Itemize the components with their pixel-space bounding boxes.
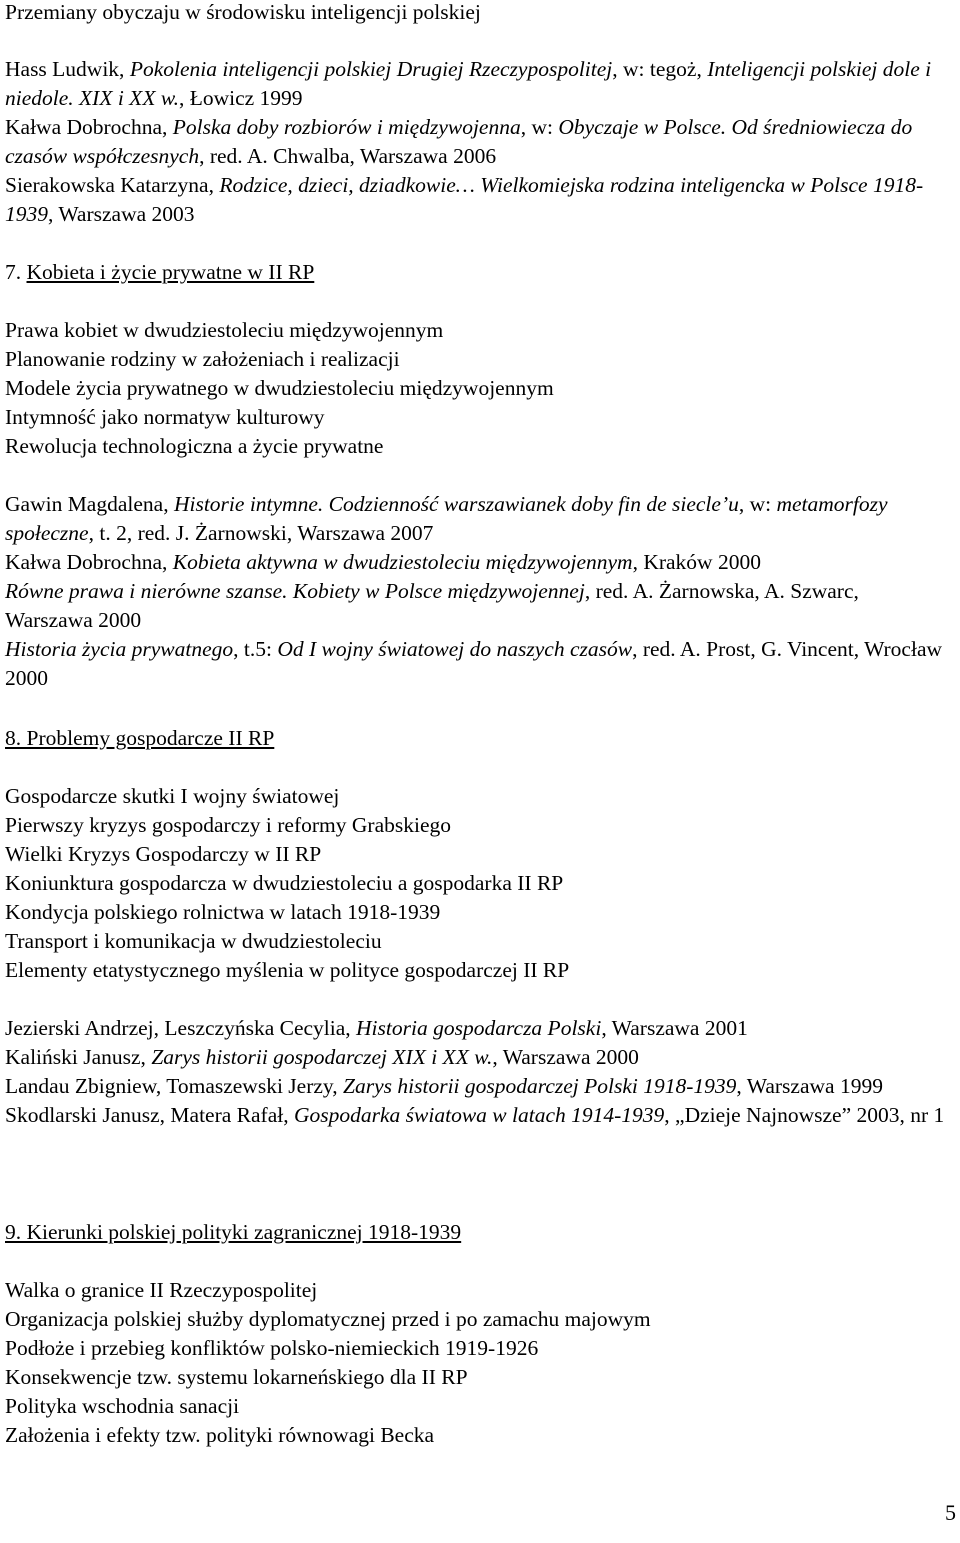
- topic-item: Intymność jako normatyw kulturowy: [5, 405, 325, 429]
- topic-item: Pierwszy kryzys gospodarczy i reformy Grabskiego: [5, 813, 451, 837]
- bibliography-title: Polska doby rozbiorów i międzywojenna: [172, 115, 521, 139]
- topic-item: Gospodarcze skutki I wojny światowej: [5, 784, 340, 808]
- bibliography-entry: [5, 1043, 950, 1072]
- bibliography-title: Od I wojny światowej do naszych czasów: [277, 637, 633, 661]
- bibliography-entry: [5, 1101, 950, 1130]
- section-title: Kobieta i życie prywatne w II RP: [26, 260, 315, 284]
- bibliography-title: Gospodarka światowa w latach 1914-1939: [293, 1103, 665, 1127]
- bibliography-detail: , „Dzieje Najnowsze” 2003, nr 1: [664, 1103, 945, 1127]
- bibliography-author: Kaliński Janusz,: [5, 1045, 152, 1069]
- bibliography-detail: , Warszawa 1999: [736, 1074, 883, 1098]
- topic-item: Kondycja polskiego rolnictwa w latach 1918-1939: [5, 900, 441, 924]
- topic-list: [5, 0, 950, 27]
- topic-item: Przemiany obyczaju w środowisku inteligencji polskiej: [5, 0, 481, 24]
- topic-item: Planowanie rodziny w założeniach i realizacji: [5, 347, 400, 371]
- bibliography-title: Równe prawa i nierówne szanse. Kobiety w Polsce międzywojennej: [5, 579, 585, 603]
- topic-item: Założenia i efekty tzw. polityki równowagi Becka: [5, 1423, 435, 1447]
- section-title: 8. Problemy gospodarcze II RP: [5, 726, 275, 750]
- bibliography-entry: [5, 1072, 950, 1101]
- bibliography-title: Kobieta aktywna w dwudziestoleciu międzywojennym: [172, 550, 633, 574]
- page-number: 5: [945, 1500, 956, 1525]
- bibliography-author: Kałwa Dobrochna,: [5, 115, 173, 139]
- bibliography-title: Zarys historii gospodarczej Polski 1918-1939: [343, 1074, 737, 1098]
- section-number: 7.: [5, 260, 27, 284]
- bibliography-author: Gawin Magdalena,: [5, 492, 174, 516]
- bibliography-entry: [5, 55, 950, 113]
- bibliography-list: [5, 490, 950, 693]
- topic-item: Modele życia prywatnego w dwudziestoleciu międzywojennym: [5, 376, 554, 400]
- bibliography-detail: , Warszawa 2001: [601, 1016, 748, 1040]
- bibliography-entry: [5, 548, 950, 577]
- bibliography-title: Historia gospodarcza Polski: [356, 1016, 602, 1040]
- bibliography-detail: , w: tegoż,: [612, 57, 708, 81]
- bibliography-detail: , Kraków 2000: [632, 550, 761, 574]
- bibliography-title: Zarys historii gospodarczej XIX i XX w.: [151, 1045, 493, 1069]
- bibliography-title: Pokolenia inteligencji polskiej Drugiej Rzeczypospolitej: [129, 57, 613, 81]
- bibliography-list: [5, 55, 950, 229]
- bibliography-author: Skodlarski Janusz, Matera Rafał,: [5, 1103, 294, 1127]
- section-heading: [5, 258, 950, 287]
- bibliography-title: Rodzice, dzieci, dziadkowie… Wielkomiejska rodzina inteligencka w Polsce 1918-1939: [5, 173, 924, 226]
- bibliography-entry: [5, 1014, 950, 1043]
- bibliography-detail: , red. A. Żarnowska, A. Szwarc, Warszawa 2000: [5, 579, 859, 632]
- topic-item: Prawa kobiet w dwudziestoleciu międzywojennym: [5, 318, 444, 342]
- topic-item: Polityka wschodnia sanacji: [5, 1394, 240, 1418]
- bibliography-title: Historie intymne. Codzienność warszawianek doby fin de siecle’u: [173, 492, 739, 516]
- bibliography-title: Inteligencji polskiej dole i niedole. XIX i XX w.: [5, 57, 932, 110]
- bibliography-title: metamorfozy społeczne: [5, 492, 888, 545]
- section-heading: [5, 724, 950, 753]
- section-title: 9. Kierunki polskiej polityki zagranicznej 1918-1939: [5, 1220, 462, 1244]
- bibliography-author: Kałwa Dobrochna,: [5, 550, 173, 574]
- topic-item: Organizacja polskiej służby dyplomatycznej przed i po zamachu majowym: [5, 1307, 651, 1331]
- bibliography-detail: , w:: [738, 492, 777, 516]
- bibliography-list: [5, 1014, 950, 1130]
- topic-item: Walka o granice II Rzeczypospolitej: [5, 1278, 318, 1302]
- bibliography-detail: , Łowicz 1999: [178, 86, 303, 110]
- bibliography-detail: , Warszawa 2003: [48, 202, 195, 226]
- bibliography-detail: , Warszawa 2000: [492, 1045, 639, 1069]
- topic-item: Wielki Kryzys Gospodarczy w II RP: [5, 842, 322, 866]
- topic-item: Koniunktura gospodarcza w dwudziestoleciu a gospodarka II RP: [5, 871, 564, 895]
- bibliography-author: Jezierski Andrzej, Leszczyńska Cecylia,: [5, 1016, 357, 1040]
- topic-item: Transport i komunikacja w dwudziestoleciu: [5, 929, 382, 953]
- section-heading: [5, 1218, 950, 1247]
- bibliography-title: Historia życia prywatnego: [5, 637, 234, 661]
- bibliography-author: Landau Zbigniew, Tomaszewski Jerzy,: [5, 1074, 344, 1098]
- bibliography-author: Sierakowska Katarzyna,: [5, 173, 220, 197]
- bibliography-entry: [5, 635, 950, 693]
- bibliography-author: Hass Ludwik,: [5, 57, 130, 81]
- bibliography-detail: , w:: [520, 115, 559, 139]
- topic-list: [5, 316, 950, 461]
- bibliography-entry: [5, 577, 950, 635]
- topic-list: [5, 782, 950, 985]
- bibliography-title: Obyczaje w Polsce. Od średniowiecza do czasów współczesnych: [5, 115, 913, 168]
- topic-list: [5, 1276, 950, 1450]
- topic-item: Podłoże i przebieg konfliktów polsko-niemieckich 1919-1926: [5, 1336, 539, 1360]
- bibliography-detail: , red. A. Chwalba, Warszawa 2006: [199, 144, 497, 168]
- bibliography-entry: [5, 171, 950, 229]
- bibliography-entry: [5, 490, 950, 548]
- bibliography-detail: , t.5:: [233, 637, 278, 661]
- bibliography-detail: , red. A. Prost, G. Vincent, Wrocław 2000: [5, 637, 943, 690]
- topic-item: Elementy etatystycznego myślenia w polityce gospodarczej II RP: [5, 958, 570, 982]
- topic-item: Rewolucja technologiczna a życie prywatne: [5, 434, 384, 458]
- bibliography-entry: [5, 113, 950, 171]
- bibliography-detail: , t. 2, red. J. Żarnowski, Warszawa 2007: [88, 521, 434, 545]
- topic-item: Konsekwencje tzw. systemu lokarneńskiego dla II RP: [5, 1365, 468, 1389]
